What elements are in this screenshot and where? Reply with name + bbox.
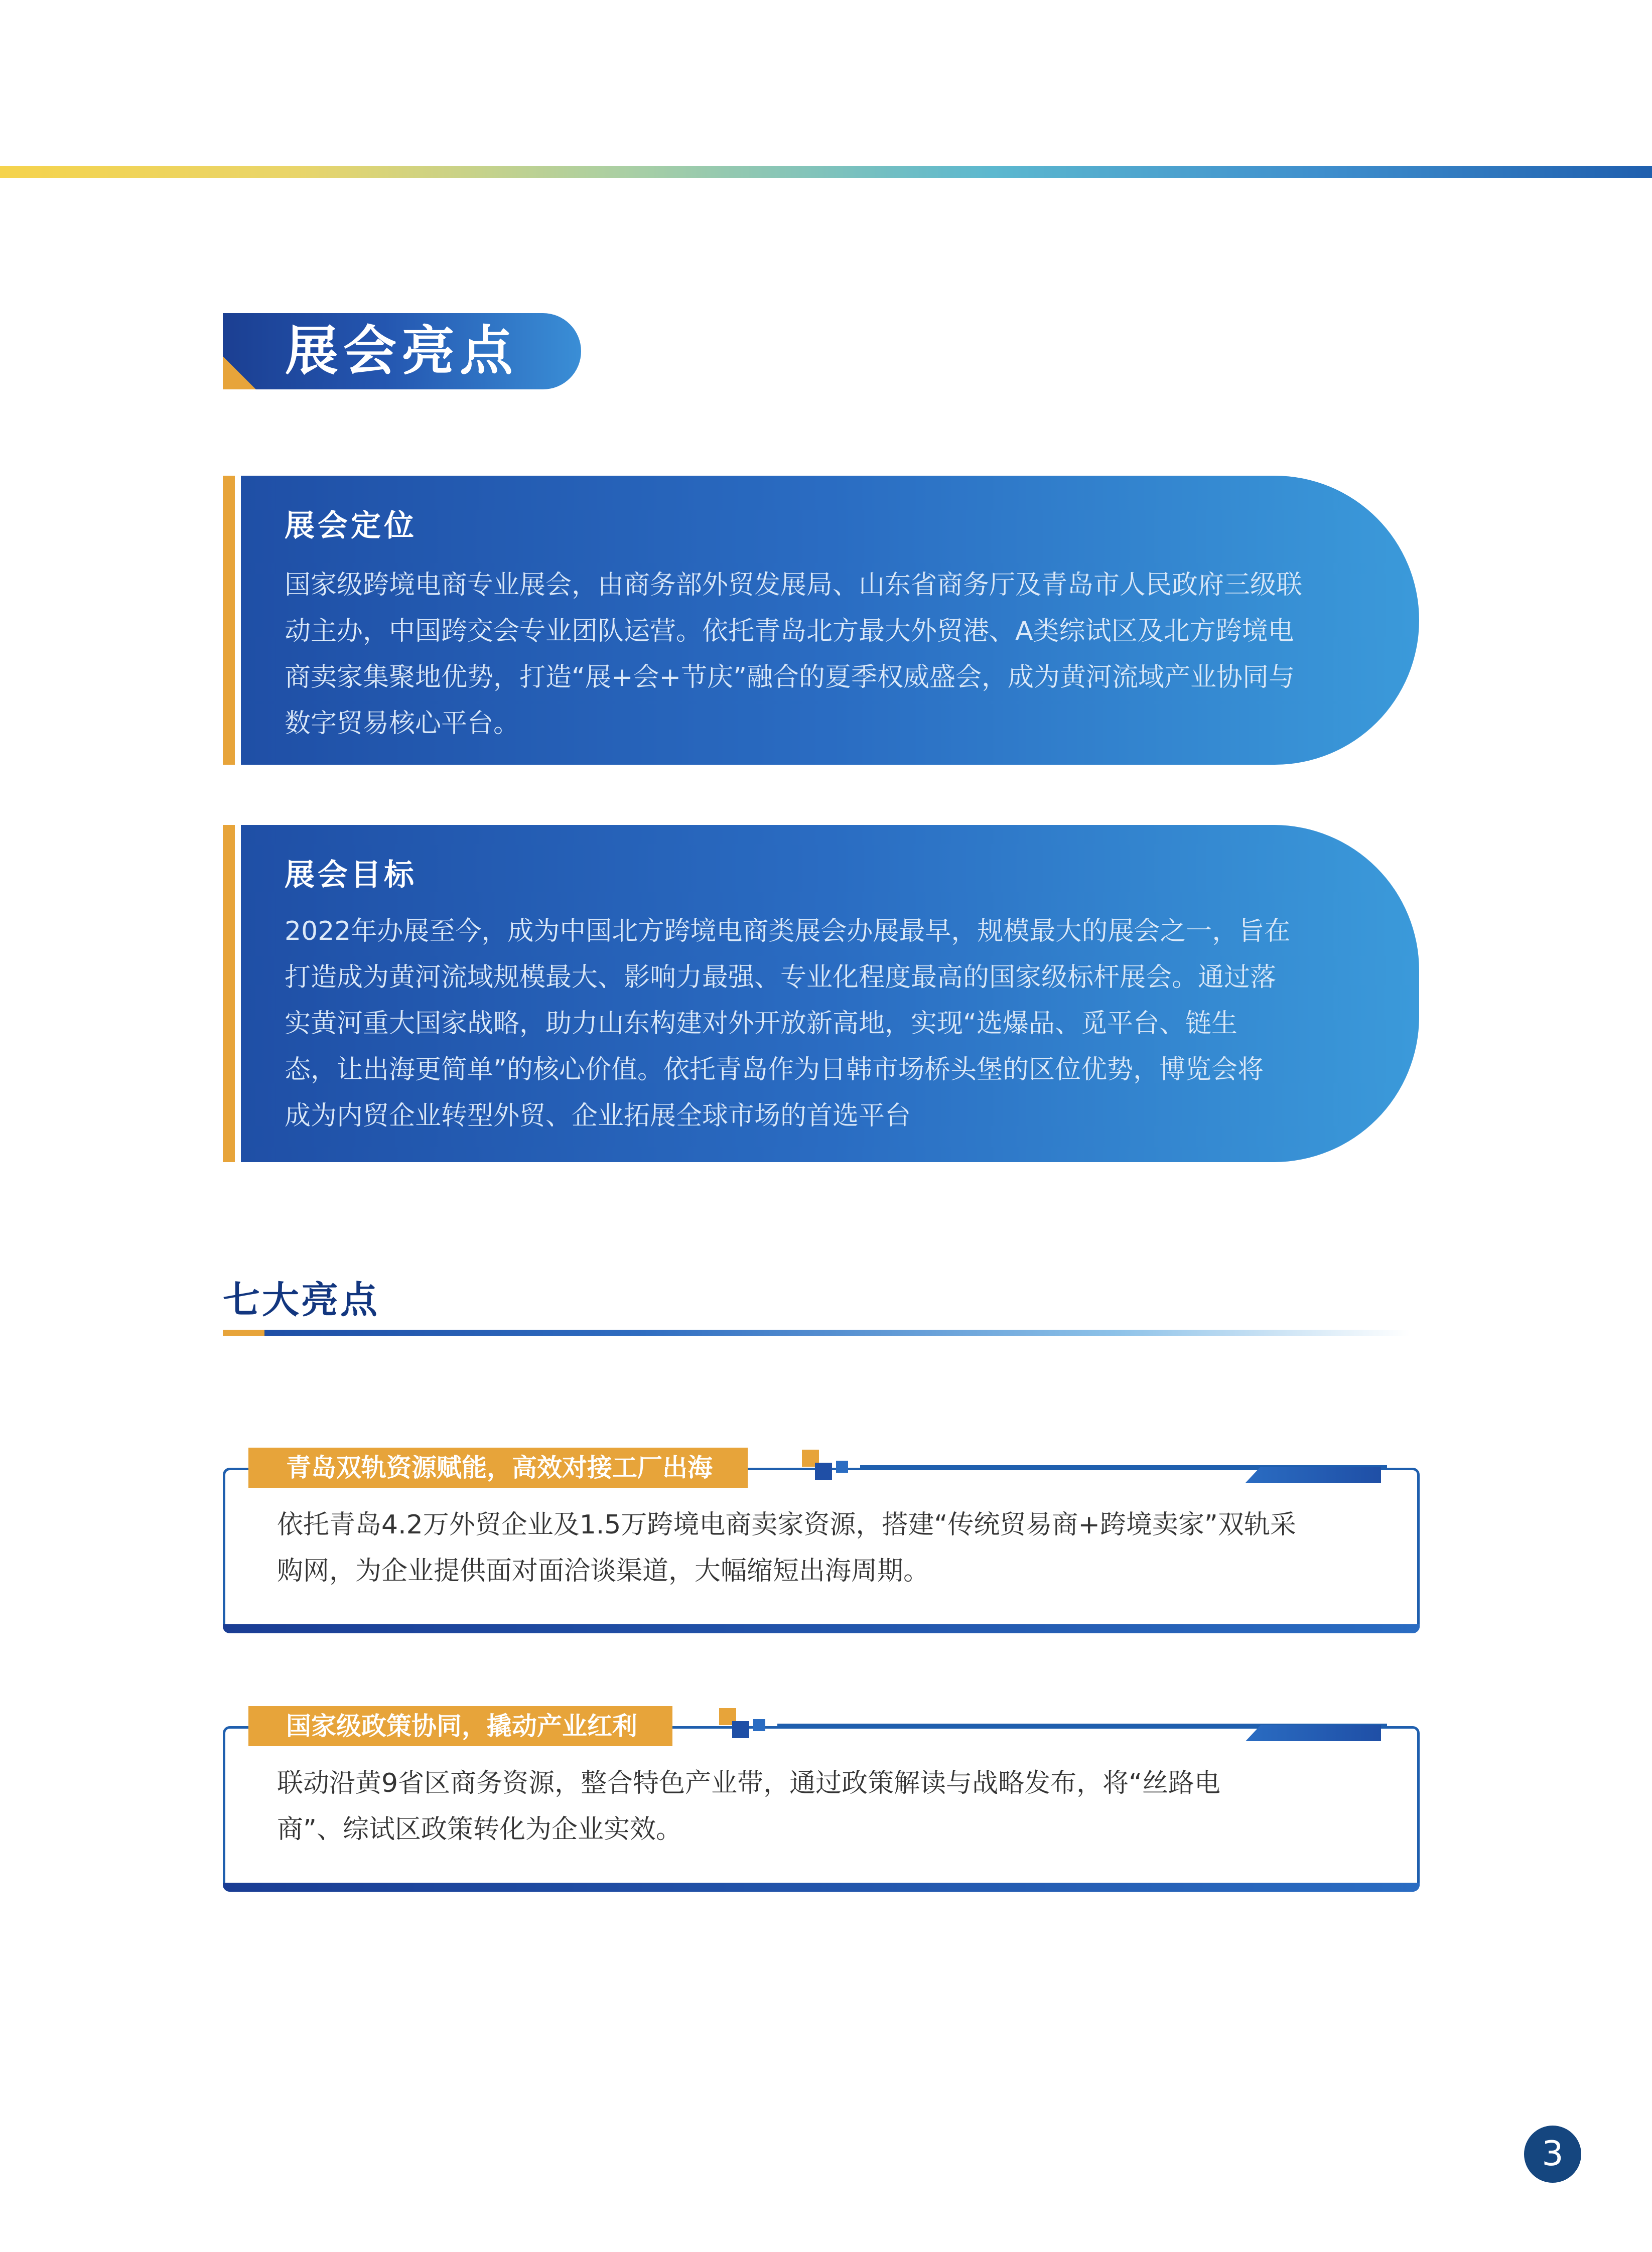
highlight-box	[223, 1448, 1420, 1633]
highlight-bottom-bar	[223, 1883, 1420, 1892]
decor-square	[732, 1721, 749, 1738]
decor-tab	[1246, 1725, 1381, 1741]
card-accent-bar	[223, 476, 235, 765]
highlight-box	[223, 1706, 1420, 1892]
card-text-line: 成为内贸企业转型外贸、企业拓展全球市场的首选平台	[285, 1101, 911, 1131]
highlight-text-line: 购网，为企业提供面对面洽谈渠道，大幅缩短出海周期。	[277, 1556, 930, 1586]
card-text-line: 打造成为黄河流域规模最大、影响力最强、专业化程度最高的国家级标杆展会。通过落	[285, 962, 1277, 993]
highlight-text-line: 依托青岛4.2万外贸企业及1.5万跨境电商卖家资源，搭建“传统贸易商+跨境卖家”双轨采	[277, 1510, 1296, 1540]
highlight-label: 国家级政策协同，撬动产业红利	[248, 1706, 672, 1746]
highlight-label: 青岛双轨资源赋能，高效对接工厂出海	[248, 1448, 748, 1488]
highlight-text-line: 商”、综试区政策转化为企业实效。	[277, 1814, 682, 1845]
highlight-text-line: 联动沿黄9省区商务资源，整合特色产业带，通过政策解读与战略发布，将“丝路电	[277, 1768, 1221, 1798]
card-text-line: 动主办，中国跨交会专业团队运营。依托青岛北方最大外贸港、A类综试区及北方跨境电	[285, 616, 1294, 646]
card-text-line: 国家级跨境电商专业展会，由商务部外贸发展局、山东省商务厅及青岛市人民政府三级联	[285, 570, 1303, 600]
page-title: 展会亮点	[285, 320, 518, 382]
card-text-line: 2022年办展至今，成为中国北方跨境电商类展会办展最早，规模最大的展会之一，旨在	[285, 916, 1291, 946]
card-text-line: 实黄河重大国家战略，助力山东构建对外开放新高地，实现“选爆品、觅平台、链生	[285, 1009, 1237, 1039]
info-card-goals	[223, 825, 1419, 1162]
decor-square	[836, 1461, 848, 1473]
page-number: 3	[1524, 2126, 1581, 2183]
highlight-bottom-bar	[223, 1624, 1420, 1633]
card-text-line: 态，让出海更简单”的核心价值。依托青岛作为日韩市场桥头堡的区位优势，博览会将	[285, 1055, 1264, 1085]
decor-square	[815, 1463, 832, 1480]
section-underline	[223, 1330, 1410, 1336]
decor-tab	[1246, 1467, 1381, 1483]
info-card-positioning	[223, 476, 1419, 765]
title-badge-corner	[223, 356, 256, 389]
top-gradient-stripe	[0, 166, 1652, 178]
card-accent-bar	[223, 825, 235, 1162]
card-text-line: 商卖家集聚地优势，打造“展+会+节庆”融合的夏季权威盛会，成为黄河流域产业协同与	[285, 662, 1295, 692]
card-title: 展会定位	[285, 508, 417, 543]
section-title: 七大亮点	[223, 1279, 379, 1322]
decor-square	[753, 1719, 765, 1731]
card-title: 展会目标	[285, 858, 417, 893]
card-text-line: 数字贸易核心平台。	[285, 709, 520, 739]
page-title-badge	[223, 313, 581, 389]
